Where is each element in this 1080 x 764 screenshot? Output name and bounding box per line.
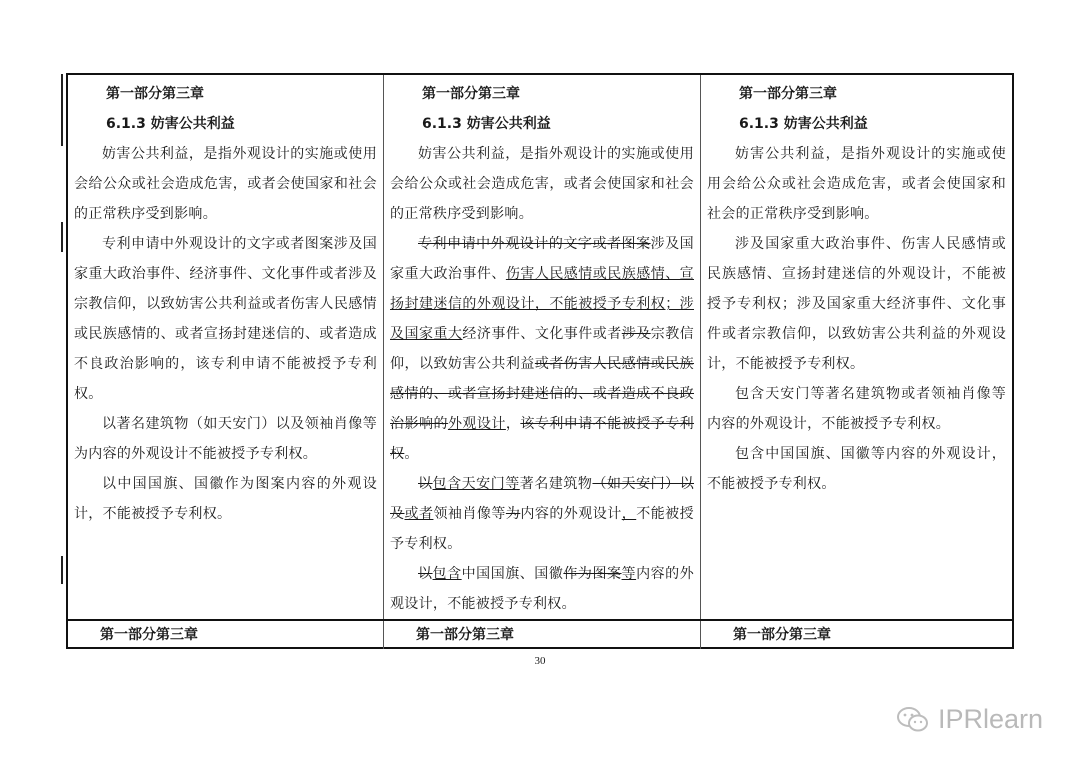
text-run: 包含中国国旗、国徽等内容的外观设计，不能被授予专利权。 — [707, 446, 1006, 492]
deleted-text: 涉及 — [621, 326, 651, 342]
text-run: 以中国国旗、国徽作为图案内容的外观设计，不能被授予专利权。 — [74, 476, 377, 522]
watermark-text: IPRlearn — [938, 704, 1044, 734]
text-run: 经济事件、文化事件或者 — [462, 326, 622, 342]
deleted-text: 或者伤害人民感情或民族感情的、或者宣扬封建迷信的、或者造成不良政治影响的 — [390, 356, 694, 432]
deleted-text: （如天安门）以及 — [390, 476, 694, 522]
deleted-text: 为 — [505, 506, 521, 522]
table-footer-row — [68, 619, 1012, 649]
paragraph — [707, 229, 1006, 379]
inserted-text: 伤害人民感情或民族感情、宣扬封建迷信的外观设计，不能被授予专利权；涉及国家重大 — [390, 266, 694, 342]
text-run: 涉及国家重大政治事件、伤害人民感情或民族感情、宣扬封建迷信的外观设计，不能被授予专利权；涉及国家重大经济事件、文化事件或者宗教信仰，以致妨害公共利益的外观设计，不能被授予专利权。 — [707, 236, 1006, 372]
change-bar — [61, 556, 63, 584]
text-run: 妨害公共利益，是指外观设计的实施或使用会给公众或社会造成危害，或者会使国家和社会的正常秩序受到影响。 — [707, 146, 1006, 222]
deleted-text: 作为图案 — [563, 566, 622, 582]
text-run: 中国国旗、国徽 — [461, 566, 564, 582]
section-heading: 6.1.3 妨害公共利益 — [739, 116, 868, 132]
text-run: 。 — [404, 446, 419, 462]
text-run: 领袖肖像等 — [433, 506, 506, 522]
chapter-heading: 第一部分第三章 — [416, 627, 514, 643]
deleted-text: 以 — [418, 566, 433, 582]
inserted-text: 包含天安门等 — [432, 476, 520, 492]
paragraph — [74, 409, 377, 469]
footer-cell — [68, 621, 384, 649]
paragraph — [74, 229, 377, 409]
deleted-text: 该专利申请不能被授予专利权 — [390, 416, 694, 462]
text-run: 内容的外观设计，不能被授予专利权。 — [390, 566, 695, 612]
paragraph — [707, 379, 1006, 439]
comparison-table — [66, 73, 1014, 649]
chapter-heading: 第一部分第三章 — [106, 86, 204, 102]
column-revised — [701, 75, 1012, 619]
change-bar — [61, 222, 63, 252]
footer-cell — [384, 621, 701, 649]
column-body — [74, 139, 377, 529]
paragraph — [390, 229, 694, 469]
text-run: 专利申请中外观设计的文字或者图案涉及国家重大政治事件、经济事件、文化事件或者涉及宗教信仰，以致妨害公共利益或者伤害人民感情或民族感情的、或者宣扬封建迷信的、或者造成不良政治影响的，该专利申请不能被授予专利权。 — [74, 236, 377, 402]
change-bar — [61, 74, 63, 146]
page-number: 30 — [534, 655, 546, 667]
chapter-heading: 第一部分第三章 — [739, 86, 837, 102]
paragraph — [390, 559, 694, 619]
text-run: 内容的外观设计 — [520, 506, 622, 522]
inserted-text: 外观设计 — [447, 416, 506, 432]
paragraph — [390, 139, 694, 229]
footer-cell — [701, 621, 1012, 649]
inserted-text: ， — [621, 506, 637, 522]
text-run: 著名建筑物 — [519, 476, 593, 492]
chapter-heading: 第一部分第三章 — [100, 627, 198, 643]
text-run: 宗教信仰，以致妨害公共利益 — [390, 326, 694, 372]
chapter-heading: 第一部分第三章 — [422, 86, 520, 102]
text-run: 涉及国家重大政治事件、 — [390, 236, 694, 282]
section-heading: 6.1.3 妨害公共利益 — [422, 116, 551, 132]
column-original — [68, 75, 384, 619]
inserted-text: 或者 — [404, 506, 434, 522]
column-body — [707, 139, 1006, 499]
paragraph — [74, 469, 377, 529]
text-run: 以著名建筑物（如天安门）以及领袖肖像等为内容的外观设计不能被授予专利权。 — [74, 416, 377, 462]
inserted-text: 等 — [621, 566, 637, 582]
paragraph — [74, 139, 377, 229]
text-run: 妨害公共利益，是指外观设计的实施或使用会给公众或社会造成危害，或者会使国家和社会的正常秩序受到影响。 — [74, 146, 377, 222]
deleted-text: 以 — [418, 476, 433, 492]
text-run: 包含天安门等著名建筑物或者领袖肖像等内容的外观设计，不能被授予专利权。 — [707, 386, 1006, 432]
deleted-text: 专利申请中外观设计的文字或者图案 — [418, 236, 651, 252]
chapter-heading: 第一部分第三章 — [733, 627, 831, 643]
text-run: ， — [505, 416, 521, 432]
paragraph — [707, 139, 1006, 229]
text-run: 不能被授予专利权。 — [390, 506, 694, 552]
section-heading: 6.1.3 妨害公共利益 — [106, 116, 235, 132]
inserted-text: 包含 — [432, 566, 462, 582]
column-marked — [384, 75, 701, 619]
paragraph — [390, 469, 694, 559]
wechat-icon — [896, 706, 930, 734]
text-run: 妨害公共利益，是指外观设计的实施或使用会给公众或社会造成危害，或者会使国家和社会的正常秩序受到影响。 — [390, 146, 694, 222]
column-body — [390, 139, 694, 619]
paragraph — [707, 439, 1006, 499]
watermark — [896, 704, 1043, 735]
